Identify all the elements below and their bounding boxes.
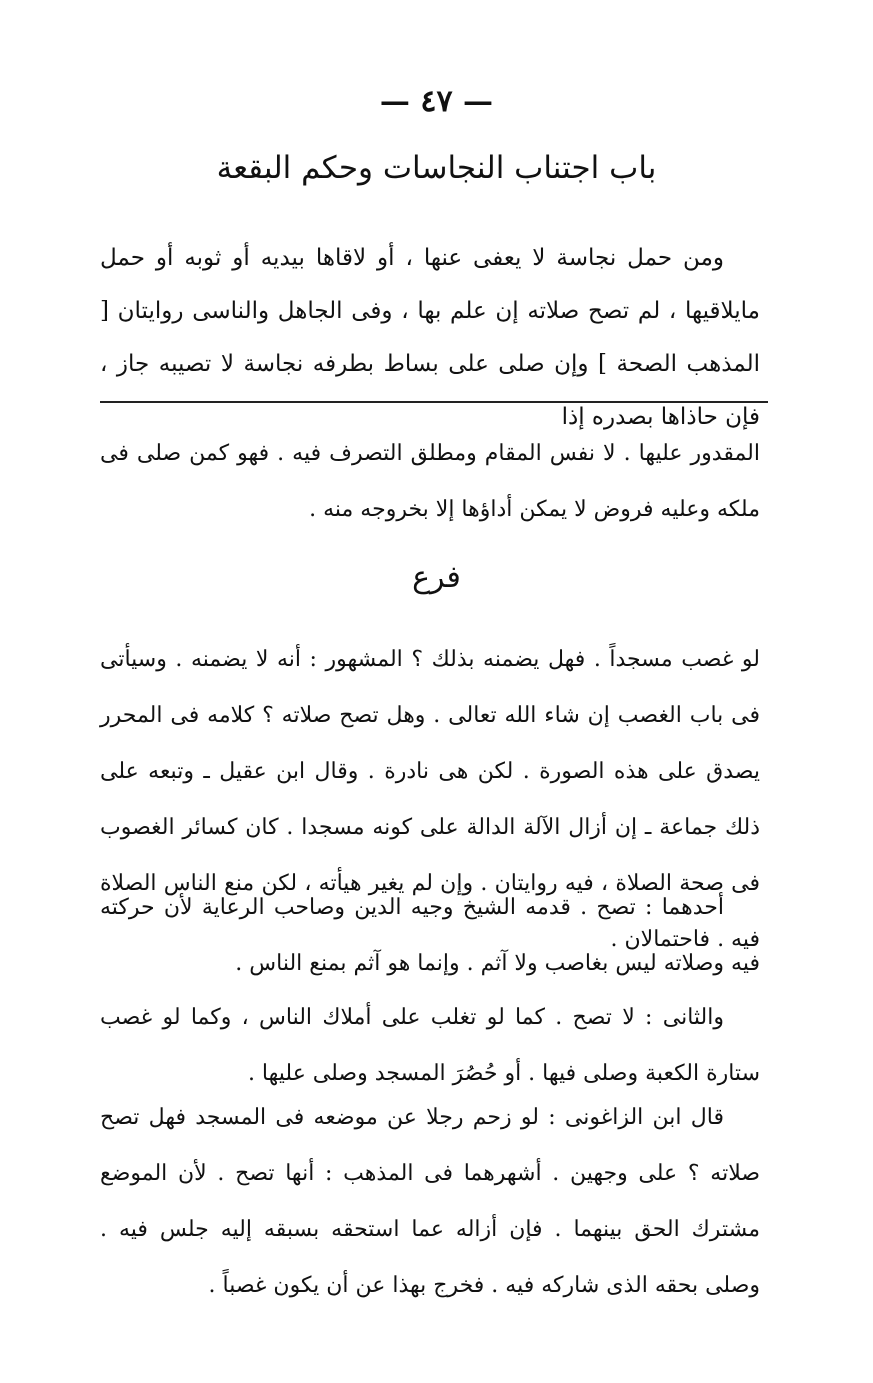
page-number: — ٤٧ —	[379, 84, 494, 119]
section-heading: فرع	[412, 560, 461, 595]
main-paragraph: ومن حمل نجاسة لا يعفى عنها ، أو لاقاها بيديه أو ثوبه أو حمل مايلاقيها ، لم تصح صلاته إن علم بها ، وفى الجاهل والناسى روايتان [ المذهب الصحة ] وإن صلى على بساط بطرفه نجاسة لا تصيبه جاز ، فإن حاذاها بصدره إذا	[100, 245, 760, 430]
paragraph-1: لو غصب مسجداً . فهل يضمنه بذلك ؟ المشهور : أنه لا يضمنه . وسيأتى فى باب الغصب إن شاء الله تعالى . وهل تصح صلاته ؟ كلامه فى المحرر يصدق على هذه الصورة . لكن هى نادرة . وقال ابن عقيل ـ وتبعه على ذلك جماعة ـ إن أزال الآلة الدالة على كونه مسجدا . كان كسائر الغصوب فى صحة الصلاة ، فيه روايتان . وإن لم يغير هيأته ، لكن منع الناس الصلاة فيه . فاحتمالان .	[100, 647, 760, 952]
paragraph-4: قال ابن الزاغونى : لو زحم رجلا عن موضعه فى المسجد فهل تصح صلاته ؟ على وجهين . أشهرهما فى المذهب : أنها تصح . لأن الموضع مشترك الحق بينهما . فإن أزاله عما استحقه بسبقه إليه جلس فيه . وصلى بحقه الذى شاركه فيه . فخرج بهذا عن أن يكون غصباً .	[100, 1105, 760, 1298]
paragraph-2: أحدهما : تصح . قدمه الشيخ وجيه الدين وصاحب الرعاية لأن حركته فيه وصلاته ليس بغاصب ولا آثم . وإنما هو آثم بمنع الناس .	[100, 895, 760, 976]
footnote-divider	[100, 401, 768, 403]
paragraph-3: والثانى : لا تصح . كما لو تغلب على أملاك الناس ، وكما لو غصب ستارة الكعبة وصلى فيها . أو حُصُرَ المسجد وصلى عليها .	[100, 1005, 760, 1086]
chapter-title: باب اجتناب النجاسات وحكم البقعة	[216, 150, 657, 186]
footnote-paragraph: المقدور عليها . لا نفس المقام ومطلق التصرف فيه . فهو كمن صلى فى ملكه وعليه فروض لا يمكن أداؤها إلا بخروجه منه .	[100, 441, 760, 522]
